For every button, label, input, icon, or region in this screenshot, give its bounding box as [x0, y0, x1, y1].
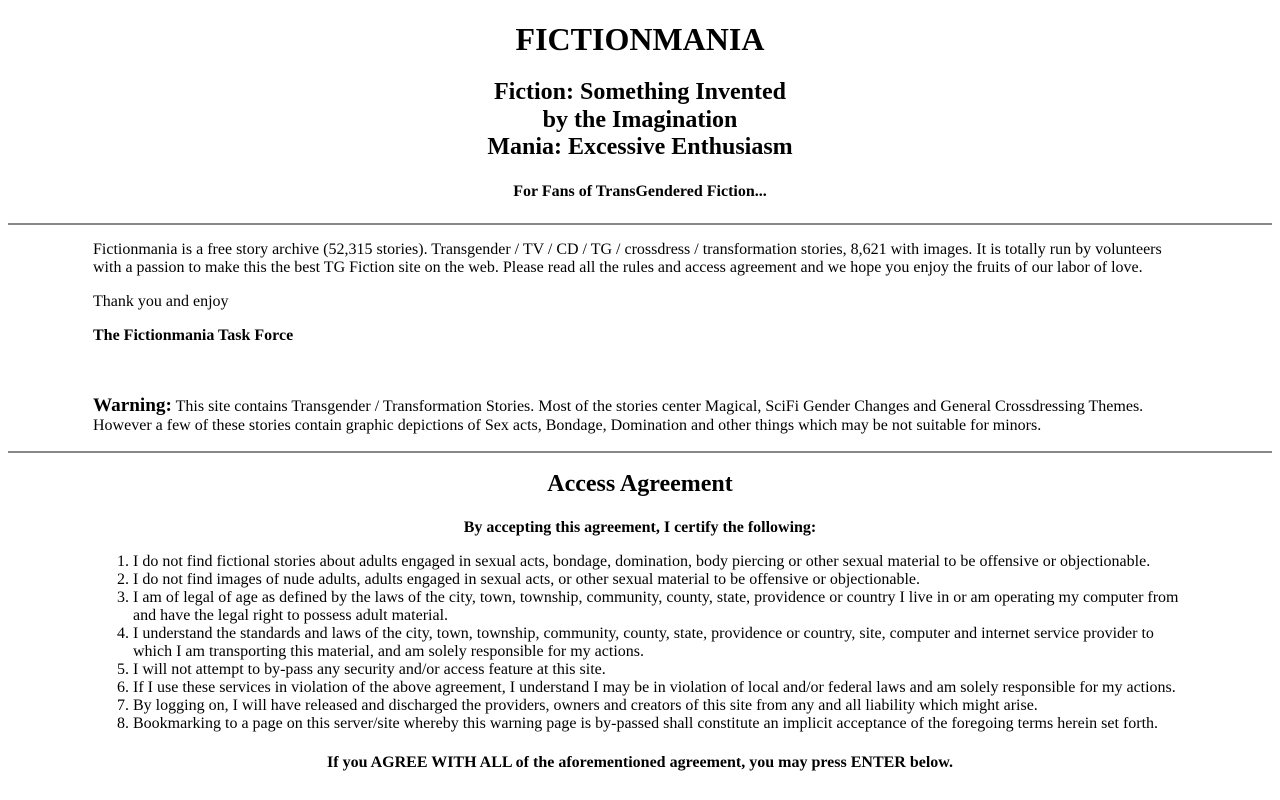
- site-tagline: For Fans of TransGendered Fiction...: [513, 182, 767, 200]
- page-header: [8, 21, 1272, 201]
- site-definition: [8, 79, 1272, 162]
- agreement-heading: Access Agreement: [547, 470, 733, 497]
- agreement-item-1: 1. I do not find fictional stories about adults engaged in sexual acts, bondage, domination, body piercing or other sexual material to be offensive or objectionable.: [133, 553, 1187, 571]
- definition-line-imagination: by the Imagination: [542, 106, 738, 133]
- site-title: FICTIONMANIA: [515, 21, 765, 57]
- agreement-section: [8, 471, 1272, 772]
- agreement-item-5: 5. I will not attempt to by-pass any security and/or access feature at this site.: [133, 661, 1187, 679]
- divider-top: [8, 223, 1272, 225]
- warning-label: Warning:: [93, 394, 172, 416]
- agreement-subheading: By accepting this agreement, I certify the following:: [463, 518, 817, 536]
- intro-thanks: Thank you and enjoy: [93, 292, 229, 310]
- definition-line-mania: Mania: Excessive Enthusiasm: [487, 134, 793, 161]
- intro-section: [93, 241, 1187, 435]
- intro-signature: The Fictionmania Task Force: [93, 326, 294, 344]
- intro-paragraph: Fictionmania is a free story archive (52,315 stories). Transgender / TV / CD / TG / crossdress / transformation stories, 8,621 with images. It is totally run by volunteers with a passion to make this the best TG Fiction site on the web. Please read all the rules and access agreement and we hope you enjoy the fruits of our labor of love.: [93, 240, 1162, 276]
- warning-paragraph: [93, 395, 1187, 435]
- agreement-list-container: [93, 553, 1187, 733]
- agreement-item-4: 4. I understand the standards and laws of the city, town, township, community, county, state, providence or country, site, computer and internet service provider to which I am transporting this material, and am solely responsible for my actions.: [133, 625, 1187, 661]
- agreement-item-7: 7. By logging on, I will have released and discharged the providers, owners and creators of this site from any and all liability which might arise.: [133, 697, 1187, 715]
- agreement-item-6: 6. If I use these services in violation of the above agreement, I understand I may be in violation of local and/or federal laws and am solely responsible for my actions.: [133, 679, 1187, 697]
- agreement-footer: If you AGREE WITH ALL of the aforementioned agreement, you may press ENTER below.: [327, 753, 953, 771]
- divider-bottom: [8, 451, 1272, 453]
- agreement-item-2: 2. I do not find images of nude adults, adults engaged in sexual acts, or other sexual material to be offensive or objectionable.: [133, 571, 1187, 589]
- warning-text: This site contains Transgender / Transformation Stories. Most of the stories center Magical, SciFi Gender Changes and General Crossdressing Themes. However a few of these stories contain graphic depictions of Sex acts, Bondage, Domination and other things which may be not suitable for minors.: [93, 397, 1144, 434]
- definition-line-fiction: Fiction: Something Invented: [493, 79, 786, 105]
- agreement-item-3: 3. I am of legal of age as defined by the laws of the city, town, township, community, county, state, providence or country I live in or am operating my computer from and have the legal right to possess adult material.: [133, 589, 1187, 625]
- agreement-list: [93, 553, 1187, 733]
- agreement-item-8: 8. Bookmarking to a page on this server/site whereby this warning page is by-passed shall constitute an implicit acceptance of the foregoing terms herein set forth.: [133, 715, 1187, 733]
